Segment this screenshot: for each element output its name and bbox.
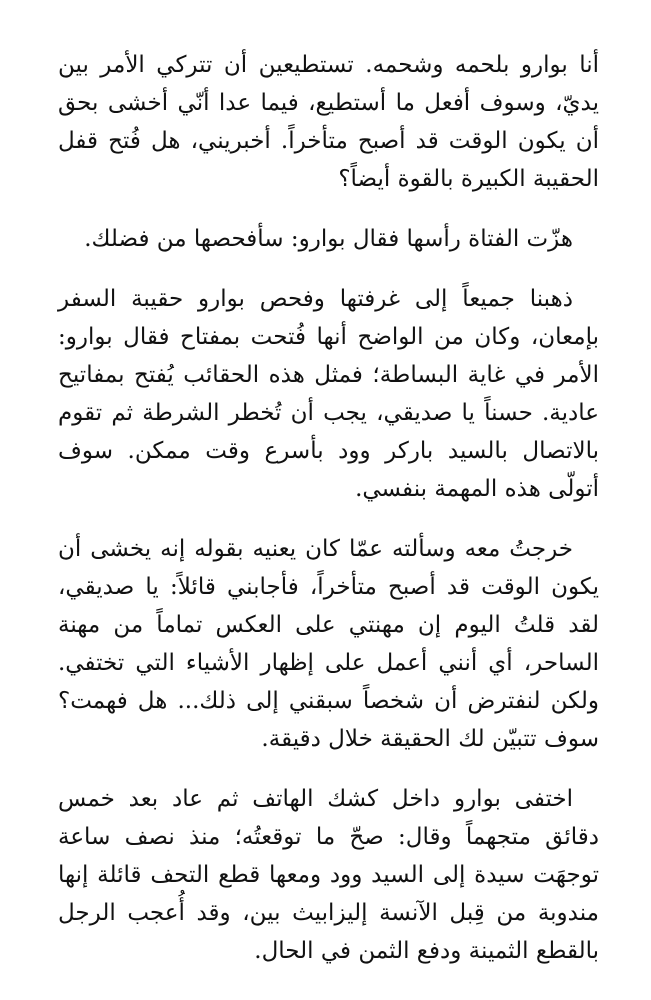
document-page <box>58 46 599 984</box>
paragraph-5: اختفى بوارو داخل كشك الهاتف ثم عاد بعد خمس دقائق متجهماً وقال: صحّ ما توقعتُه؛ منذ نصف ساعة توجهَت سيدة إلى السيد وود ومعها قطع التحف قائلة إنها مندوبة من قِبل الآنسة إليزابيث بين، وقد أُعجب الرجل بالقطع الثمينة ودفع الثمن في الحال. <box>58 786 599 964</box>
paragraph-4: خرجتُ معه وسألته عمّا كان يعنيه بقوله إنه يخشى أن يكون الوقت قد أصبح متأخراً، فأجابني قائلاً: يا صديقي، لقد قلتُ اليوم إن مهنتي على العكس تماماً من مهنة الساحر، أي أنني أعمل على إظهار الأشياء التي تختفي. ولكن لنفترض أن شخصاً سبقني إلى ذلك... هل فهمت؟ سوف تتبيّن لك الحقيقة خلال دقيقة. <box>58 536 599 752</box>
paragraph-3: ذهبنا جميعاً إلى غرفتها وفحص بوارو حقيبة السفر بإمعان، وكان من الواضح أنها فُتحت بمفتاح فقال بوارو: الأمر في غاية البساطة؛ فمثل هذه الحقائب يُفتح بمفاتيح عادية. حسناً يا صديقي، يجب أن تُخطر الشرطة ثم تقوم بالاتصال بالسيد باركر وود بأسرع وقت ممكن. سوف أتولّى هذه المهمة بنفسي. <box>58 286 599 502</box>
paragraph-1: أنا بوارو بلحمه وشحمه. تستطيعين أن تتركي الأمر بين يديّ، وسوف أفعل ما أستطيع، فيما عدا أنّي أخشى بحق أن يكون الوقت قد أصبح متأخراً. أخبريني، هل فُتح قفل الحقيبة الكبيرة بالقوة أيضاً؟ <box>58 52 599 192</box>
paragraph-2: هزّت الفتاة رأسها فقال بوارو: سأفحصها من فضلك. <box>84 226 573 252</box>
